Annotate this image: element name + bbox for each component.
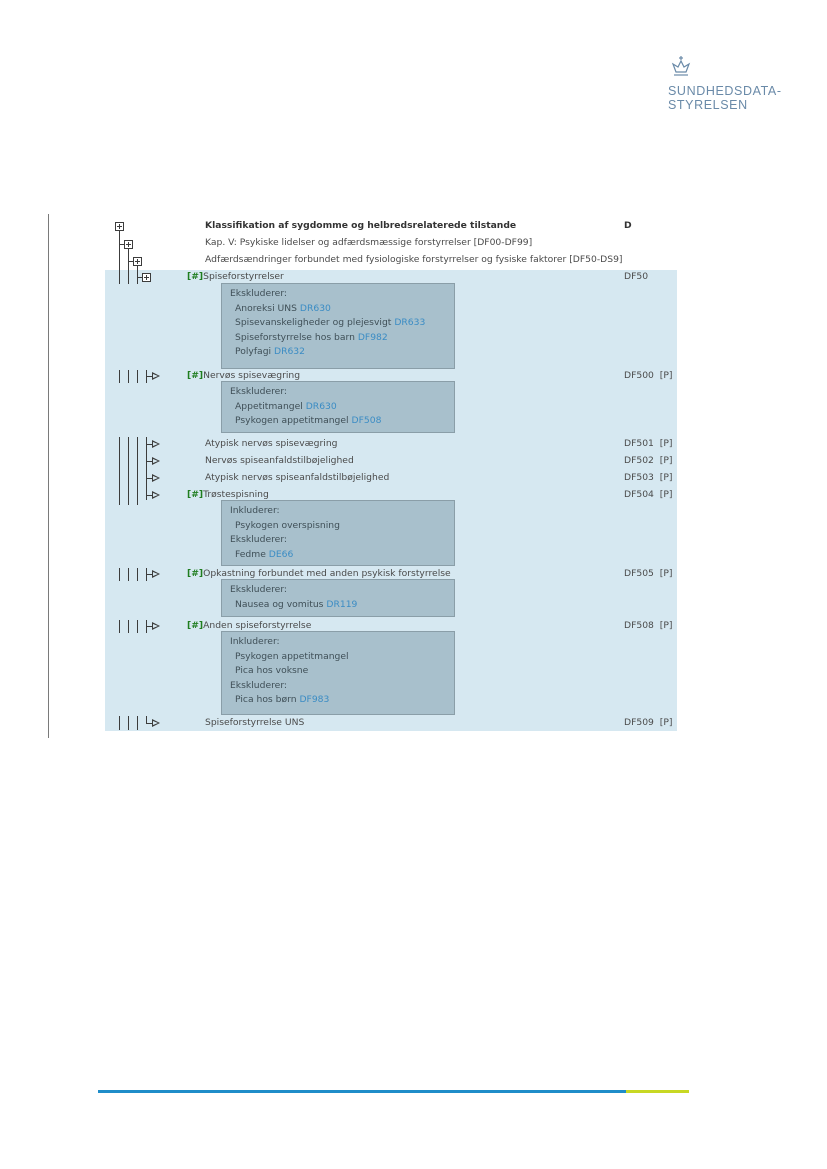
tree-row[interactable]: [#]Spiseforstyrrelser bbox=[187, 271, 284, 282]
tree-row[interactable]: [#]Anden spiseforstyrrelse bbox=[187, 620, 312, 631]
leaf-arrow-icon bbox=[152, 474, 160, 482]
code-link[interactable]: DF982 bbox=[357, 331, 388, 343]
footer-rule-green bbox=[626, 1090, 689, 1093]
leaf-arrow-icon bbox=[152, 457, 160, 465]
inclusion-box: Inkluderer: Psykogen appetitmangel Pica hos voksne Ekskluderer: Pica hos børn DF983 bbox=[221, 631, 455, 715]
expand-marker[interactable]: [#] bbox=[187, 271, 204, 282]
code-link[interactable]: DR630 bbox=[299, 302, 331, 314]
root-label[interactable]: Klassifikation af sygdomme og helbredsrelaterede tilstande bbox=[205, 220, 517, 231]
row-code: DF504 [P] bbox=[624, 489, 673, 500]
leaf-arrow-icon bbox=[152, 570, 160, 578]
leaf-arrow-icon bbox=[152, 372, 160, 380]
expand-node-icon bbox=[133, 257, 142, 266]
tree-row[interactable]: [#]Trøstespisning bbox=[187, 489, 269, 500]
block-label[interactable]: Adfærdsændringer forbundet med fysiologiske forstyrrelser og fysiske faktorer [DF50-DS9] bbox=[205, 254, 623, 265]
exclusion-box: Ekskluderer: Anoreksi UNS DR630 Spisevanskeligheder og plejesvigt DR633 Spiseforstyrrelse hos barn DF982 Polyfagi DR632 bbox=[221, 283, 455, 369]
row-code: DF503 [P] bbox=[624, 472, 673, 483]
row-code: DF502 [P] bbox=[624, 455, 673, 466]
inclusion-box: Inkluderer: Psykogen overspisning Ekskluderer: Fedme DE66 bbox=[221, 500, 455, 566]
expand-marker[interactable]: [#] bbox=[187, 489, 204, 500]
logo-line-1: SUNDHEDSDATA- bbox=[668, 84, 782, 98]
expand-marker[interactable]: [#] bbox=[187, 568, 204, 579]
tree-row[interactable]: [#]Opkastning forbundet med anden psykisk forstyrrelse bbox=[187, 568, 451, 579]
exclusion-box: Ekskluderer: Nausea og vomitus DR119 bbox=[221, 579, 455, 617]
crown-icon bbox=[668, 54, 694, 80]
code-link[interactable]: DE66 bbox=[268, 548, 294, 560]
tree-row[interactable]: Atypisk nervøs spisevægring bbox=[205, 438, 338, 449]
classification-tree-screenshot bbox=[105, 213, 677, 731]
code-link[interactable]: DR633 bbox=[394, 317, 426, 328]
row-code: DF500 [P] bbox=[624, 370, 673, 381]
leaf-arrow-icon bbox=[152, 491, 160, 499]
leaf-arrow-icon bbox=[152, 622, 160, 630]
logo-line-2: STYRELSEN bbox=[668, 98, 748, 112]
tree-row[interactable]: Atypisk nervøs spiseanfaldstilbøjelighed bbox=[205, 472, 390, 483]
footer-rule-blue bbox=[98, 1090, 626, 1093]
expand-marker[interactable]: [#] bbox=[187, 620, 204, 631]
row-code: DF50 bbox=[624, 271, 649, 282]
code-link[interactable]: DR630 bbox=[305, 400, 337, 412]
row-code: DF505 [P] bbox=[624, 568, 673, 579]
code-link[interactable]: DR632 bbox=[274, 346, 305, 357]
row-code: DF508 [P] bbox=[624, 620, 673, 631]
leaf-arrow-icon bbox=[152, 440, 160, 448]
chapter-label[interactable]: Kap. V: Psykiske lidelser og adfærdsmæssige forstyrrelser [DF00-DF99] bbox=[205, 237, 533, 248]
margin-rule bbox=[48, 214, 49, 738]
expand-node-icon bbox=[115, 222, 124, 231]
exclusion-box: Ekskluderer: Appetitmangel DR630 Psykogen appetitmangel DF508 bbox=[221, 381, 455, 433]
expand-node-icon bbox=[142, 273, 151, 282]
root-code: D bbox=[624, 220, 632, 231]
code-link[interactable]: DF983 bbox=[299, 694, 330, 705]
code-link[interactable]: DF508 bbox=[351, 415, 382, 426]
expand-node-icon bbox=[124, 240, 133, 249]
tree-row[interactable]: Spiseforstyrrelse UNS bbox=[205, 717, 305, 728]
sundhedsdatastyrelsen-logo bbox=[668, 54, 798, 112]
code-link[interactable]: DR119 bbox=[326, 598, 358, 610]
tree-row[interactable]: [#]Nervøs spisevægring bbox=[187, 370, 301, 381]
tree-row[interactable]: Nervøs spiseanfaldstilbøjelighed bbox=[205, 455, 354, 466]
leaf-arrow-icon bbox=[152, 719, 160, 727]
row-code: DF509 [P] bbox=[624, 717, 673, 728]
row-code: DF501 [P] bbox=[624, 438, 673, 449]
expand-marker[interactable]: [#] bbox=[187, 370, 204, 381]
